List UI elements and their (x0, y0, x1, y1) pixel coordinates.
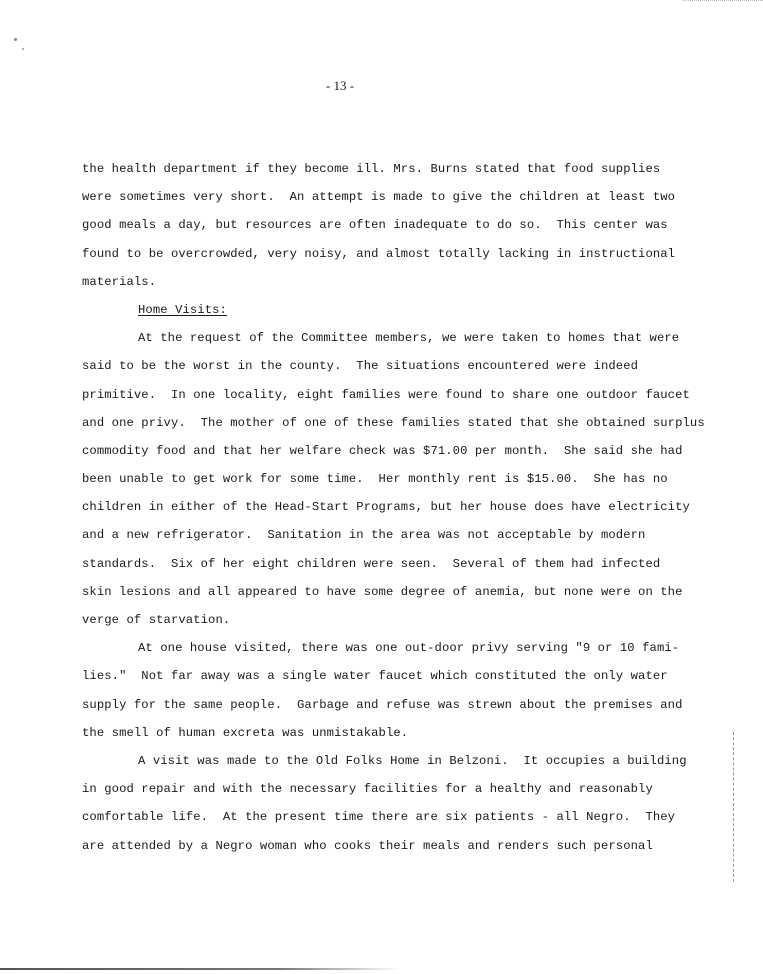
text-line: are attended by a Negro woman who cooks their meals and renders such personal (82, 838, 653, 853)
text-line: skin lesions and all appeared to have some degree of anemia, but none were on the (82, 584, 683, 599)
text-line: the smell of human excreta was unmistakable. (82, 725, 409, 740)
text-line: verge of starvation. (82, 613, 231, 627)
text-line: lies." Not far away was a single water faucet which constituted the only water (82, 669, 668, 684)
text-line: comfortable life. At the present time there are six patients - all Negro. They (82, 810, 676, 825)
text-line: supply for the same people. Garbage and refuse was strewn about the premises and (82, 697, 683, 712)
text-line: good meals a day, but resources are often inadequate to do so. This center was (82, 218, 668, 233)
text-line: commodity food and that her welfare check was $71.00 per month. She said she had (82, 443, 683, 458)
margin-scan-mark (733, 732, 735, 882)
text-line: in good repair and with the necessary facilities for a healthy and reasonably (82, 782, 653, 797)
section-heading-line (82, 296, 682, 324)
text-line: found to be overcrowded, very noisy, and almost totally lacking in instructional (82, 246, 676, 261)
text-line: children in either of the Head-Start Programs, but her house does have electricity (82, 500, 690, 515)
text-line: said to be the worst in the county. The situations encountered were indeed (82, 359, 639, 374)
text-line: been unable to get work for some time. Her monthly rent is $15.00. She has no (82, 472, 668, 487)
text-line: At one house visited, there was one out-door privy serving "9 or 10 fami- (138, 641, 680, 656)
text-line: standards. Six of her eight children were seen. Several of them had infected (82, 556, 661, 571)
text-line: materials. (82, 274, 157, 289)
text-line: primitive. In one locality, eight families were found to share one outdoor faucet (82, 387, 690, 402)
text-line: were sometimes very short. An attempt is made to give the children at least two (82, 190, 676, 205)
text-line: and a new refrigerator. Sanitation in the area was not acceptable by modern (82, 528, 646, 543)
scan-speck (14, 38, 17, 41)
bottom-scan-edge (0, 968, 400, 970)
text-line: A visit was made to the Old Folks Home in Belzoni. It occupies a building (138, 753, 687, 768)
section-heading: Home Visits: (138, 302, 227, 317)
page-number: - 13 - (325, 78, 355, 93)
text-line: and one privy. The mother of one of these families stated that she obtained surplus (82, 415, 705, 430)
text-line: the health department if they become ill. Mrs. Burns stated that food supplies (82, 162, 661, 176)
scan-edge-dots (683, 0, 763, 5)
document-body (82, 155, 705, 860)
text-line: At the request of the Committee members, we were taken to homes that were (138, 331, 680, 346)
scan-speck (22, 48, 24, 50)
